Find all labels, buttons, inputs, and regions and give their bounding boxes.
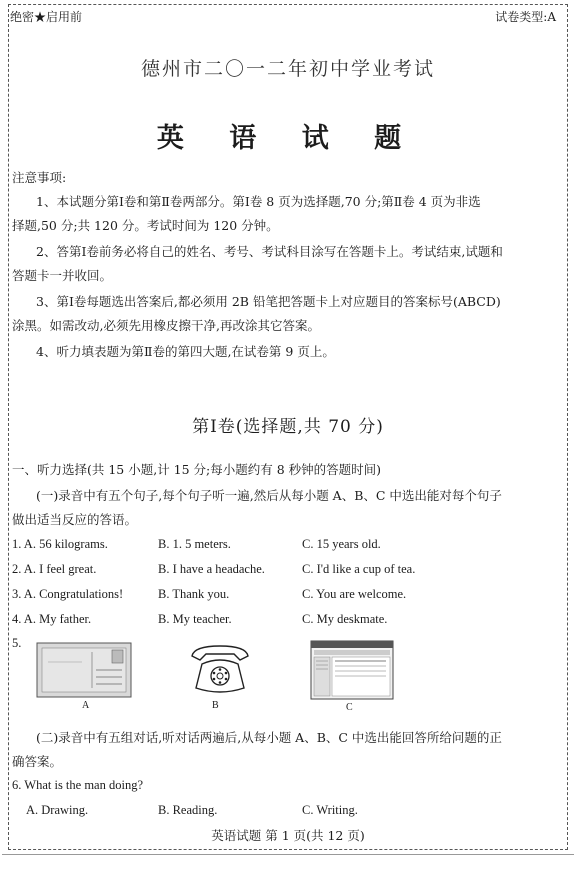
part2-intro: 确答案。 — [12, 754, 63, 769]
part1-intro: 做出适当反应的答语。 — [12, 512, 138, 527]
postcard-picture — [36, 642, 132, 698]
notice-line: 涂黑。如需改动,必须先用橡皮擦干净,再改涂其它答案。 — [12, 318, 320, 333]
part2-intro: (二)录音中有五组对话,听对话两遍后,从每小题 A、B、C 中选出能回答所给问题的正 — [36, 730, 502, 745]
notice-line: 答题卡一并收回。 — [12, 268, 113, 283]
q6-stem: 6. What is the man doing? — [12, 778, 143, 792]
q2-option-b: B. I have a headache. — [158, 562, 265, 576]
q1-option-c: C. 15 years old. — [302, 537, 381, 551]
notice-heading: 注意事项: — [12, 170, 67, 185]
notice-line: 1、本试题分第Ⅰ卷和第Ⅱ卷两部分。第Ⅰ卷 8 页为选择题,70 分;第Ⅱ卷 4 页为非选 — [36, 194, 481, 209]
exam-subtitle: 德州市二〇一二年初中学业考试 — [140, 58, 435, 80]
q5-label: 5. — [12, 636, 22, 650]
q4-option-c: C. My deskmate. — [302, 612, 388, 626]
picture-label-b: B — [212, 700, 219, 711]
q4-option-b: B. My teacher. — [158, 612, 232, 626]
q6-option-a: A. Drawing. — [26, 803, 89, 817]
notice-line: 3、第Ⅰ卷每题选出答案后,都必须用 2B 铅笔把答题卡上对应题目的答案标号(ABCD) — [36, 294, 501, 309]
part1-intro: (一)录音中有五个句子,每个句子听一遍,然后从每小题 A、B、C 中选出能对每个句子 — [36, 488, 502, 503]
q2-option-a: 2. A. I feel great. — [12, 562, 97, 576]
notice-line: 择题,50 分;共 120 分。考试时间为 120 分钟。 — [12, 218, 279, 233]
picture-label-c: C — [346, 702, 353, 713]
q6-option-c: C. Writing. — [302, 803, 358, 817]
q3-option-b: B. Thank you. — [158, 587, 230, 601]
q4-option-a: 4. A. My father. — [12, 612, 92, 626]
telephone-picture — [186, 642, 254, 698]
email-window-picture — [310, 640, 394, 700]
exam-title: 英 语 试 题 — [156, 123, 420, 154]
confidential-mark: 绝密★启用前 — [10, 10, 83, 24]
q3-option-c: C. You are welcome. — [302, 587, 407, 601]
q1-option-a: 1. A. 56 kilograms. — [12, 537, 108, 551]
page-edge — [2, 854, 574, 855]
q6-option-b: B. Reading. — [158, 803, 218, 817]
page-footer: 英语试题 第 1 页(共 12 页) — [211, 828, 365, 843]
paper-type: 试卷类型:A — [495, 10, 556, 24]
q3-option-a: 3. A. Congratulations! — [12, 587, 124, 601]
q2-option-c: C. I'd like a cup of tea. — [302, 562, 416, 576]
q1-option-b: B. 1. 5 meters. — [158, 537, 231, 551]
notice-line: 2、答第Ⅰ卷前务必将自己的姓名、考号、考试科目涂写在答题卡上。考试结束,试题和 — [36, 244, 503, 259]
notice-line: 4、听力填表题为第Ⅱ卷的第四大题,在试卷第 9 页上。 — [36, 344, 335, 359]
picture-label-a: A — [82, 700, 90, 711]
part1-heading: 一、听力选择(共 15 小题,计 15 分;每小题约有 8 秒钟的答题时间) — [12, 462, 382, 477]
section-title: 第Ⅰ卷(选择题,共 70 分) — [192, 417, 384, 437]
